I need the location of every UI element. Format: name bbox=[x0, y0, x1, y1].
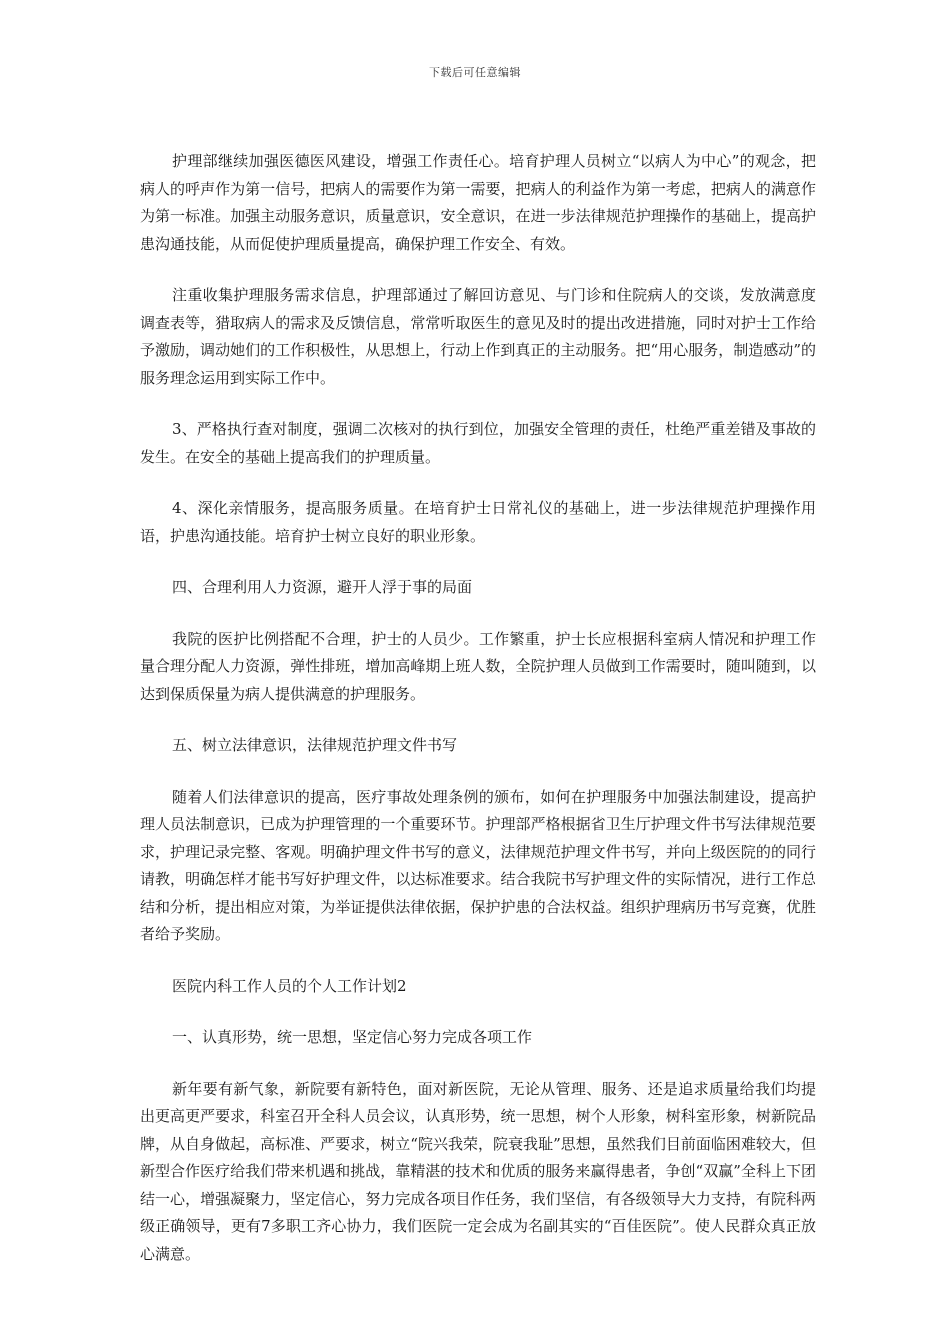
page-header-note: 下载后可任意编辑 bbox=[429, 66, 521, 79]
paragraph-family-service: 4、深化亲情服务，提高服务质量。在培育护士日常礼仪的基础上，进一步法律规范护理操作用语，护患沟通技能。培育护士树立良好的职业形象。 bbox=[140, 499, 816, 545]
section-heading-legal-awareness: 五、树立法律意识，法律规范护理文件书写 bbox=[172, 736, 458, 754]
paragraph-staffing: 我院的医护比例搭配不合理，护士的人员少。工作繁重，护士长应根据科室病人情况和护理工作量合理分配人力资源，弹性排班，增加高峰期上班人数，全院护理人员做到工作需要时，随叫随到，以达到保质保量为病人提供满意的护理服务。 bbox=[140, 629, 816, 703]
paragraph-ethics: 护理部继续加强医德医风建设，增强工作责任心。培育护理人员树立“以病人为中心”的观念，把病人的呼声作为第一信号，把病人的需要作为第一需要，把病人的利益作为第一考虑，把病人的满意作为第一标准。加强主动服务意识，质量意识，安全意识，在进一步法律规范护理操作的基础上，提高护患沟通技能，从而促使护理质量提高，确保护理工作安全、有效。 bbox=[140, 152, 816, 253]
paragraph-legal-documents: 随着人们法律意识的提高，医疗事故处理条例的颁布，如何在护理服务中加强法制建设，提高护理人员法制意识，已成为护理管理的一个重要环节。护理部严格根据省卫生厅护理文件书写法律规范要求，护理记录完整、客观。明确护理文件书写的意义，法律规范护理文件书写，并向上级医院的的同行请教，明确怎样才能书写好护理文件，以达标准要求。结合我院书写护理文件的实际情况，进行工作总结和分析，提出相应对策，为举证提供法律依据，保护护患的合法权益。组织护理病历书写竞赛，优胜者给予奖励。 bbox=[140, 787, 816, 943]
paragraph-service-needs: 注重收集护理服务需求信息，护理部通过了解回访意见、与门诊和住院病人的交谈，发放满意度调查表等，猎取病人的需求及反馈信息，常常听取医生的意见及时的提出改进措施，同时对护士工作给予激励，调动她们的工作积极性，从思想上，行动上作到真正的主动服务。把“用心服务，制造感动”的服务理念运用到实际工作中。 bbox=[140, 286, 816, 387]
document-subtitle: 医院内科工作人员的个人工作计划2 bbox=[172, 976, 407, 995]
section-heading-situation: 一、认真形势，统一思想，坚定信心努力完成各项工作 bbox=[172, 1028, 533, 1046]
section-heading-human-resources: 四、合理利用人力资源，避开人浮于事的局面 bbox=[172, 578, 473, 596]
document-body bbox=[140, 148, 816, 1292]
paragraph-check-system: 3、严格执行查对制度，强调二次核对的执行到位，加强安全管理的责任，杜绝严重差错及事故的发生。在安全的基础上提高我们的护理质量。 bbox=[140, 420, 816, 466]
paragraph-new-year: 新年要有新气象，新院要有新特色，面对新医院，无论从管理、服务、还是追求质量给我们均提出更高更严要求，科室召开全科人员会议，认真形势，统一思想，树个人形象，树科室形象，树新院品牌，从自身做起，高标准、严要求，树立“院兴我荣，院衰我耻”思想，虽然我们目前面临困难较大，但新型合作医疗给我们带来机遇和挑战，靠精湛的技术和优质的服务来赢得患者，争创“双赢”全科上下团结一心，增强凝聚力，坚定信心，努力完成各项目作任务，我们坚信，有各级领导大力支持，有院科两级正确领导，更有7多职工齐心协力，我们医院一定会成为名副其实的“百佳医院”。使人民群众真正放心满意。 bbox=[140, 1079, 816, 1263]
